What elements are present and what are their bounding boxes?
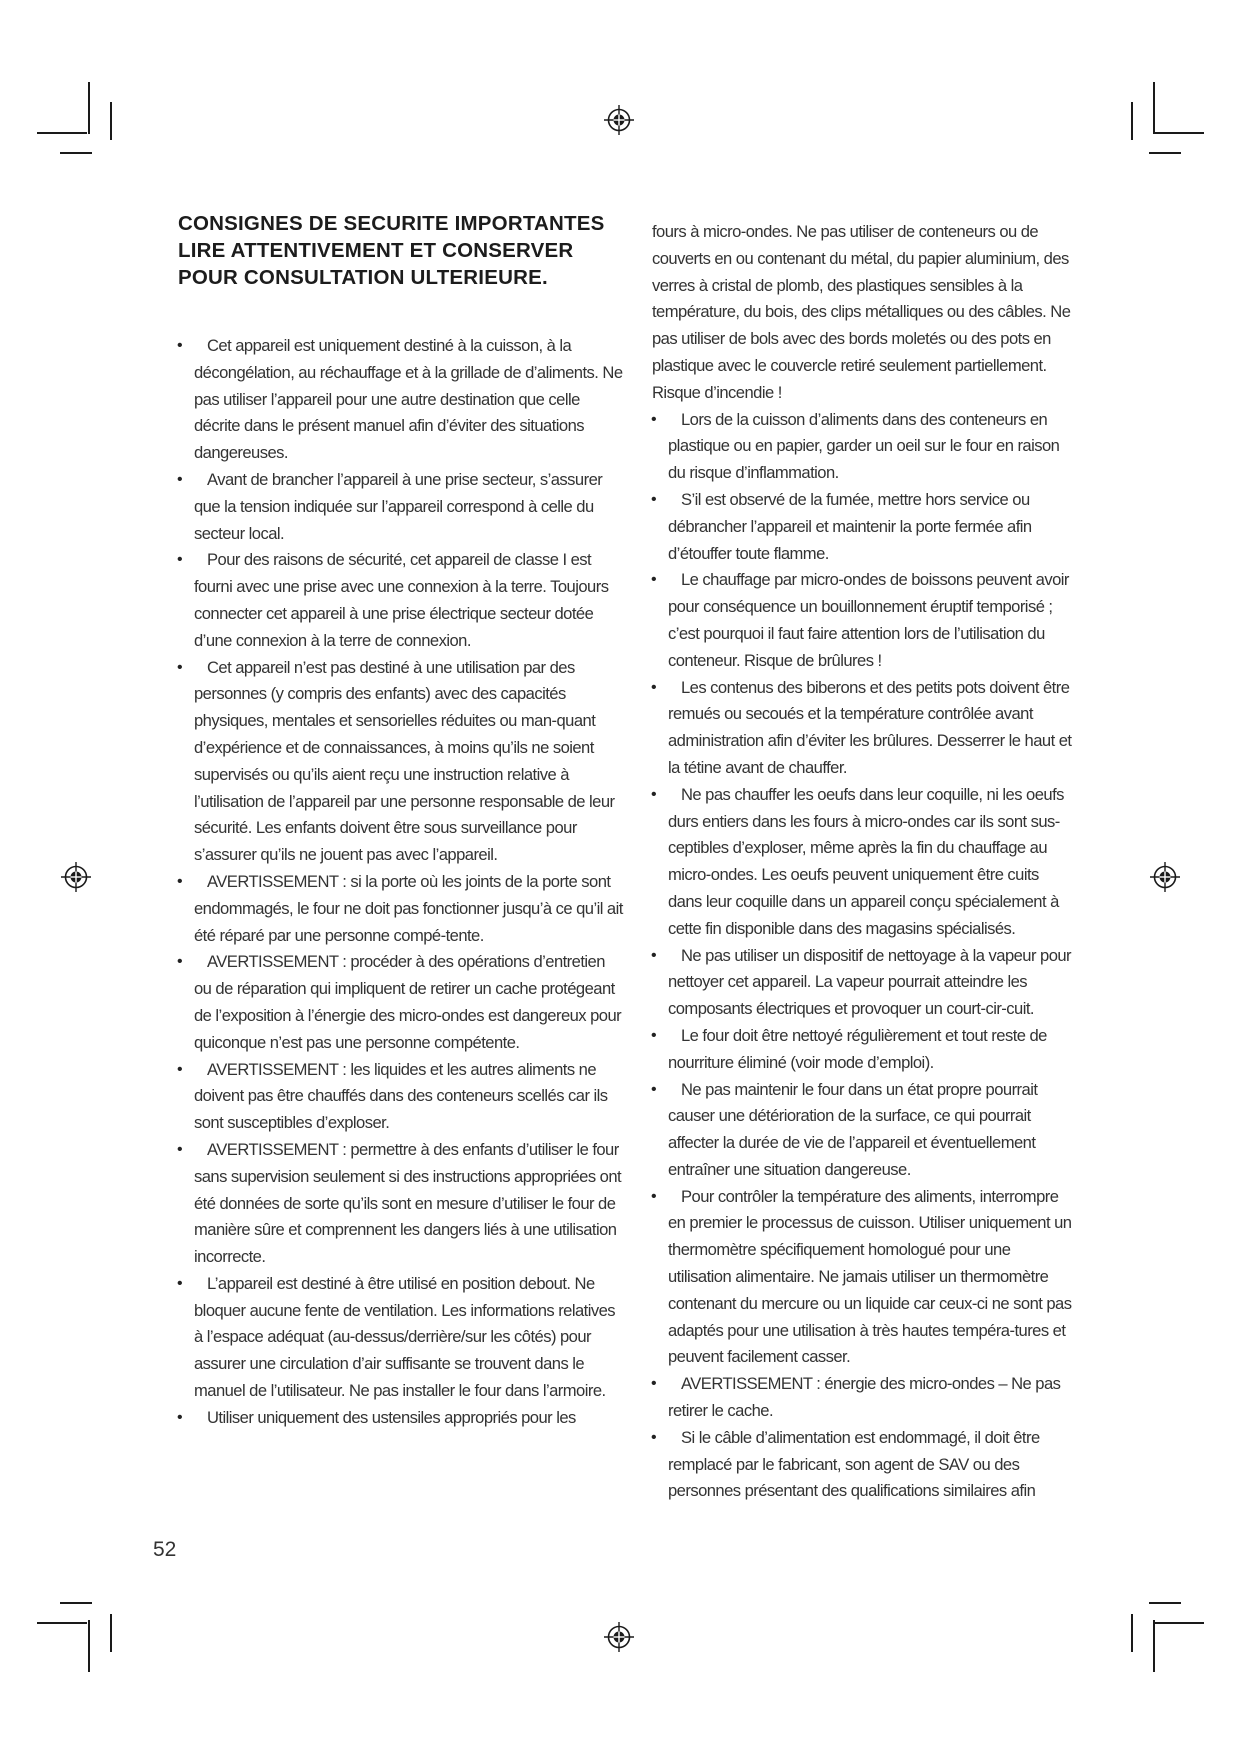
right-column [652, 219, 1072, 1505]
list-item [178, 949, 626, 1056]
list-item [178, 1057, 626, 1137]
left-column [178, 210, 626, 1432]
bullet-icon: • [177, 1408, 183, 1426]
list-item [652, 1371, 1072, 1425]
list-item [178, 467, 626, 547]
list-item [652, 487, 1072, 567]
bullet-icon: • [651, 785, 657, 803]
crop-mark [60, 1602, 92, 1604]
crop-mark [1131, 1614, 1133, 1652]
list-item-text: AVERTISSEMENT : permettre à des enfants d’utiliser le four sans supervision seulement si des instructions appropriées ont été données de sorte qu’ils sont en mesure d’utiliser le four de manière sûre et comprennent les dangers liés à une utilisation incorrecte. [194, 1139, 622, 1267]
crop-mark [110, 1614, 112, 1652]
list-item-text: Pour contrôler la température des aliments, interrompre en premier le processus de cuisson. Utiliser uniquement un thermomètre spécifiquement homologué pour une utilisation alimentaire. Ne jamais utiliser un thermomètre contenant du mercure ou un liquide car ceux-ci ne sont pas adaptés pour une utilisation à très hautes tempéra-tures et peuvent facilement casser. [668, 1186, 1072, 1367]
list-item-text: AVERTISSEMENT : si la porte où les joints de la porte sont endommagés, le four ne doit pas fonctionner jusqu’à ce qu’il ait été réparé par une personne compé-tente. [194, 871, 623, 945]
heading-line: CONSIGNES DE SECURITE IMPORTANTES [178, 212, 605, 235]
bullet-icon: • [651, 1080, 657, 1098]
crop-mark [1154, 132, 1204, 134]
crop-mark [88, 1620, 90, 1672]
bullet-icon: • [177, 551, 183, 569]
list-item-text: AVERTISSEMENT : énergie des micro-ondes – Ne pas retirer le cache. [668, 1374, 1061, 1421]
crop-mark [1149, 152, 1181, 154]
list-item [652, 782, 1072, 943]
crop-mark [37, 1622, 87, 1624]
crop-mark [1154, 1622, 1204, 1624]
registration-mark-icon [604, 1622, 634, 1652]
registration-mark-icon [604, 105, 634, 135]
heading-line: POUR CONSULTATION ULTERIEURE. [178, 266, 548, 289]
bullet-icon: • [651, 490, 657, 508]
crop-mark [1153, 1620, 1155, 1672]
list-item-text: Ne pas chauffer les oeufs dans leur coquille, ni les oeufs durs entiers dans les fours à micro-ondes car ils sont sus-ceptibles d’exploser, même après la fin du chauffage au micro-ondes. Les oeufs peuvent uniquement être cuits dans leur coquille dans un appareil conçu spécialement à cette fin disponible dans des magasins spécialisés. [668, 784, 1064, 938]
list-item-text: Avant de brancher l’appareil à une prise secteur, s’assurer que la tension indiquée sur l’appareil correspond à celle du secteur local. [194, 469, 603, 543]
bullet-icon: • [651, 678, 657, 696]
list-item-text: Le four doit être nettoyé régulièrement et tout reste de nourriture éliminé (voir mode d’emploi). [668, 1025, 1047, 1072]
list-item [652, 1425, 1072, 1505]
bullet-icon: • [651, 1375, 657, 1393]
list-item-text: Pour des raisons de sécurité, cet appareil de classe I est fourni avec une prise avec une connexion à la terre. Toujours connecter cet appareil à une prise électrique secteur dotée d’une connexion à la terre de connexion. [194, 550, 609, 650]
list-item-text: fours à micro-ondes. Ne pas utiliser de conteneurs ou de couverts en ou contenant du métal, du papier aluminium, des verres à cristal de plomb, des plastiques sensibles à la température, du bois, des clips métalliques ou des câbles. Ne pas utiliser de bols avec des bords moletés ou des pots en plastique avec le couvercle retiré seulement partiellement. Risque d’incendie ! [652, 222, 1071, 402]
bullet-icon: • [651, 946, 657, 964]
list-item [652, 567, 1072, 674]
list-item [652, 1077, 1072, 1184]
crop-mark [60, 152, 92, 154]
page-number: 52 [153, 1538, 177, 1561]
list-item-text: Les contenus des biberons et des petits pots doivent être remués ou secoués et la température contrôlée avant administration afin d’éviter les brûlures. Desserrer le haut et la tétine avant de chauffer. [668, 677, 1072, 777]
list-item [652, 1023, 1072, 1077]
list-item [178, 547, 626, 654]
crop-mark [1153, 82, 1155, 134]
list-item [178, 333, 626, 467]
list-item [652, 943, 1072, 1023]
bullet-icon: • [651, 571, 657, 589]
section-heading [178, 210, 626, 291]
list-item-text: Lors de la cuisson d’aliments dans des conteneurs en plastique ou en papier, garder un oeil sur le four en raison du risque d’inflammation. [668, 409, 1060, 483]
list-item [652, 675, 1072, 782]
list-item-text: Cet appareil n’est pas destiné à une utilisation par des personnes (y compris des enfants) avec des capacités physiques, mentales et sensorielles réduites ou man-quant d’expérience et de connaissances, à moins qu’ils ne soient supervisés ou qu’ils aient reçu une instruction relative à l’utilisation de l’appareil par une personne responsable de leur sécurité. Les enfants doivent être sous surveillance pour s’assurer qu’ils ne jouent pas avec l’appareil. [194, 657, 615, 865]
list-item-text: L’appareil est destiné à être utilisé en position debout. Ne bloquer aucune fente de ventilation. Les informations relatives à l’espace adéquat (au-dessus/derrière/sur les côtés) pour assurer une circulation d’air suffisante se trouvent dans le manuel de l’utilisateur. Ne pas installer le four dans l’armoire. [194, 1273, 616, 1401]
list-item-text: Ne pas utiliser un dispositif de nettoyage à la vapeur pour nettoyer cet appareil. La vapeur pourrait atteindre les composants électriques et provoquer un court-cir-cuit. [668, 945, 1072, 1019]
bullet-icon: • [651, 1187, 657, 1205]
list-item-text: Le chauffage par micro-ondes de boissons peuvent avoir pour conséquence un bouillonnement éruptif temporisé ; c’est pourquoi il faut faire attention lors de l’utilisation du conteneur. Risque de brûlures ! [668, 570, 1069, 670]
list-item-text: Utiliser uniquement des ustensiles appropriés pour les [207, 1407, 576, 1427]
crop-mark [1149, 1602, 1181, 1604]
bullet-icon: • [177, 1140, 183, 1158]
registration-mark-icon [61, 862, 91, 892]
bullet-icon: • [177, 953, 183, 971]
heading-line: LIRE ATTENTIVEMENT ET CONSERVER [178, 239, 574, 262]
list-item [178, 1271, 626, 1405]
bullet-icon: • [177, 658, 183, 676]
list-item [178, 869, 626, 949]
bullet-icon: • [177, 1060, 183, 1078]
crop-mark [88, 82, 90, 134]
list-item-text: AVERTISSEMENT : les liquides et les autres aliments ne doivent pas être chauffés dans des conteneurs scellés car ils sont susceptibles d’exploser. [194, 1059, 608, 1133]
bullet-icon: • [177, 470, 183, 488]
bullet-icon: • [177, 337, 183, 354]
crop-mark [1131, 102, 1133, 140]
list-item-text: S’il est observé de la fumée, mettre hors service ou débrancher l’appareil et maintenir la porte fermée afin d’étouffer toute flamme. [668, 489, 1032, 563]
list-item [652, 1184, 1072, 1372]
bullet-icon: • [651, 1026, 657, 1044]
bullet-icon: • [651, 410, 657, 428]
bullet-icon: • [651, 1428, 657, 1446]
list-item-text: Si le câble d’alimentation est endommagé, il doit être remplacé par le fabricant, son agent de SAV ou des personnes présentant des qualifications similaires afin [668, 1427, 1040, 1501]
safety-list-right [652, 219, 1072, 1505]
list-item [178, 1137, 626, 1271]
list-item-text: AVERTISSEMENT : procéder à des opérations d’entretien ou de réparation qui impliquent de retirer un cache protégeant de l’exposition à l’énergie des micro-ondes est dangereux pour quiconque n’est pas une personne compétente. [194, 952, 622, 1052]
list-item [178, 1405, 626, 1432]
list-item-text: Cet appareil est uniquement destiné à la cuisson, à la décongélation, au réchauffage et à la grillade de d’aliments. Ne pas utiliser l’appareil pour une autre destination que celle décrite dans le présent manuel afin d’éviter des situations dangereuses. [194, 336, 623, 463]
registration-mark-icon [1150, 862, 1180, 892]
list-item-text: Ne pas maintenir le four dans un état propre pourrait causer une détérioration de la surface, ce qui pourrait affecter la durée de vie de l’appareil et éventuellement entraîner une situation dangereuse. [668, 1079, 1038, 1179]
crop-mark [37, 132, 87, 134]
bullet-icon: • [177, 872, 183, 890]
bullet-icon: • [177, 1274, 183, 1292]
crop-mark [110, 102, 112, 140]
safety-list-left [178, 333, 626, 1432]
list-item [652, 407, 1072, 487]
list-item-continuation [652, 219, 1072, 407]
list-item [178, 655, 626, 869]
